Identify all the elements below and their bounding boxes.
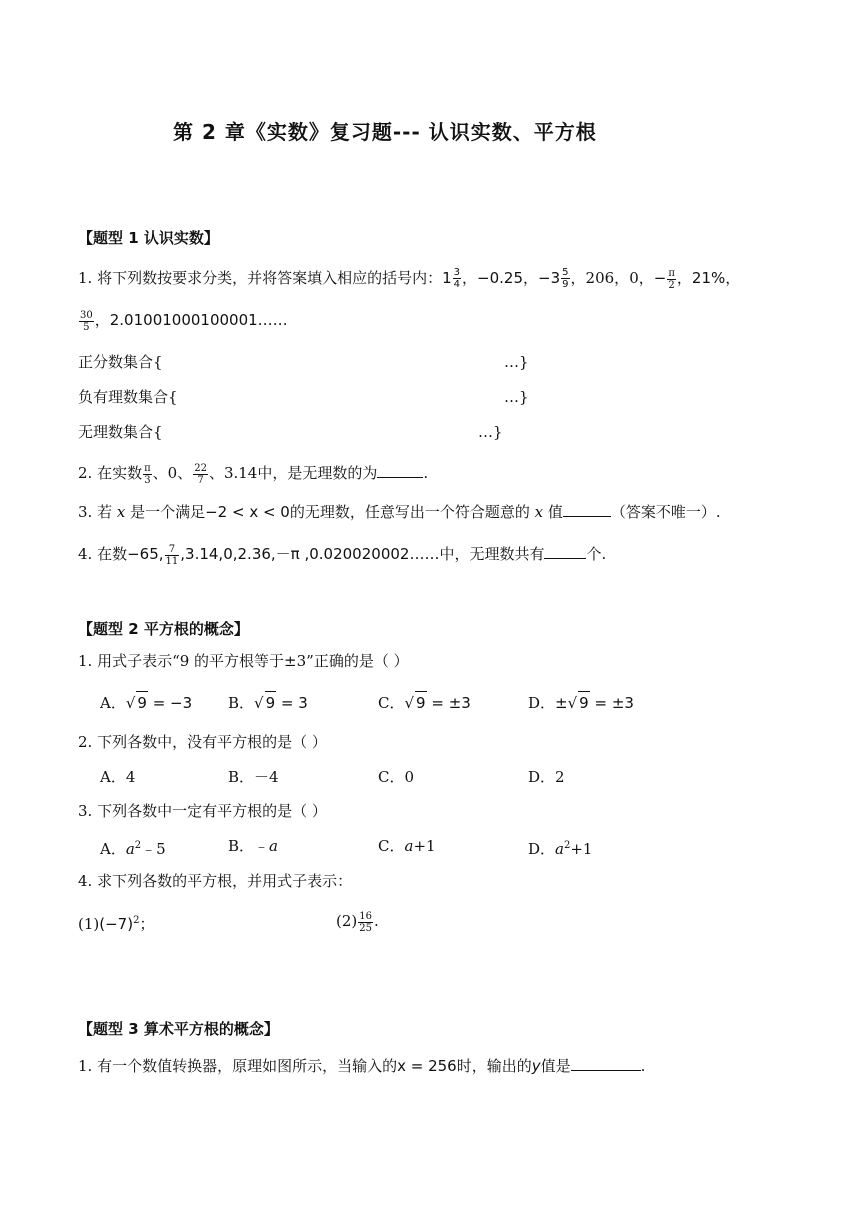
question-2-2: 2. 下列各数中，没有平方根的是（ ）: [78, 733, 327, 751]
option-b: B．－4: [228, 768, 279, 786]
set-close: …}: [504, 353, 529, 371]
subquestion-2: (2) $\frac{16}{25}$ .: [336, 910, 379, 934]
question-1-3: 3. 若 x 是一个满足−2 < x < 0的无理数，任意写出一个符合题意的 x 值 （答案不唯一）.: [78, 500, 721, 523]
section-header-2: 【题型 2 平方根的概念】: [78, 620, 249, 638]
fraction: $\frac{7}{11}$: [165, 543, 179, 567]
option-c: C．0: [378, 768, 415, 786]
set-negative-rationals-label: 负有理数集合{: [78, 388, 178, 406]
answer-blank: [563, 500, 611, 517]
answer-blank: [377, 461, 423, 478]
question-2-3: 3. 下列各数中一定有平方根的是（ ）: [78, 802, 327, 820]
question-3-1: 1. 有一个数值转换器，原理如图所示，当输入的x = 256时，输出的y值是 .: [78, 1054, 645, 1077]
set-irrationals-label: 无理数集合{: [78, 423, 163, 441]
subquestion-1: $(1)(-7)^2$；: [78, 915, 155, 933]
option-d: D．±√ 9 = ±3: [528, 691, 634, 714]
number: 206: [585, 269, 615, 287]
section-header-3: 【题型 3 算术平方根的概念】: [78, 1020, 279, 1038]
section-header-1: 【题型 1 认识实数】: [78, 229, 219, 247]
question-text: 1. 将下列数按要求分类，并将答案填入相应的括号内：: [78, 269, 443, 287]
fraction: $\frac{16}{25}$: [359, 910, 372, 934]
fraction: $\frac{22}{7}$: [194, 462, 207, 486]
option-d: D．$a^2+1$: [528, 840, 593, 858]
number: −0.25: [477, 269, 523, 287]
fraction: $\frac{\pi}{2}$: [668, 267, 675, 291]
option-b: B．﹣a: [228, 837, 278, 855]
question-1-4: 4. 在数−65, $\frac{7}{11}$ ,3.14,0,2.36,－π ,0.020020002……中，无理数共有 个.: [78, 543, 607, 567]
question-2-1: 1. 用式子表示“9 的平方根等于±3”正确的是（ ）: [78, 652, 409, 670]
option-a: A．$a^2﹣5$: [100, 840, 166, 858]
number: 21%: [691, 269, 726, 287]
number: 2.01001000100001: [109, 311, 258, 329]
option-d: D．2: [528, 768, 565, 786]
option-c: C．a+1: [378, 837, 436, 855]
option-b: B．√ 9 = 3: [228, 691, 308, 714]
answer-blank: [571, 1054, 641, 1071]
mixed-number: 1 $\frac{3}{4}$: [442, 267, 461, 290]
answer-blank: [544, 542, 586, 559]
fraction: $\frac{\pi}{3}$: [144, 462, 151, 486]
page-title: 第 2 章《实数》复习题--- 认识实数、平方根: [173, 120, 597, 144]
option-c: C．√ 9 = ±3: [378, 691, 471, 714]
set-positive-fractions-label: 正分数集合{: [78, 353, 163, 371]
set-close: …}: [504, 388, 529, 406]
fraction: $\frac{30}{5}$: [80, 309, 93, 333]
option-a: A．4: [100, 768, 136, 786]
mixed-number: −3 $\frac{5}{9}$: [538, 267, 569, 290]
question-2-4: 4. 求下列各数的平方根，并用式子表示：: [78, 872, 353, 890]
number: 0: [629, 269, 639, 287]
question-1-2: 2. 在实数 $\frac{\pi}{3}$ 、0、 $\frac{22}{7}$ 、3.14中，是无理数的为 .: [78, 462, 429, 486]
set-close: …}: [478, 423, 503, 441]
inequality: −2 < x < 0: [205, 503, 290, 521]
question-1-1-cont: $\frac{30}{5}$ ，2.01001000100001……: [80, 309, 288, 333]
question-1-1: 1. 将下列数按要求分类，并将答案填入相应的括号内：1 $\frac{3}{4}$ ，−0.25，−3 $\frac{5}{9}$ ，206，0，− $\frac{\pi}{2}$ ，21%，: [78, 267, 741, 291]
option-a: A．√ 9 = −3: [100, 691, 192, 714]
